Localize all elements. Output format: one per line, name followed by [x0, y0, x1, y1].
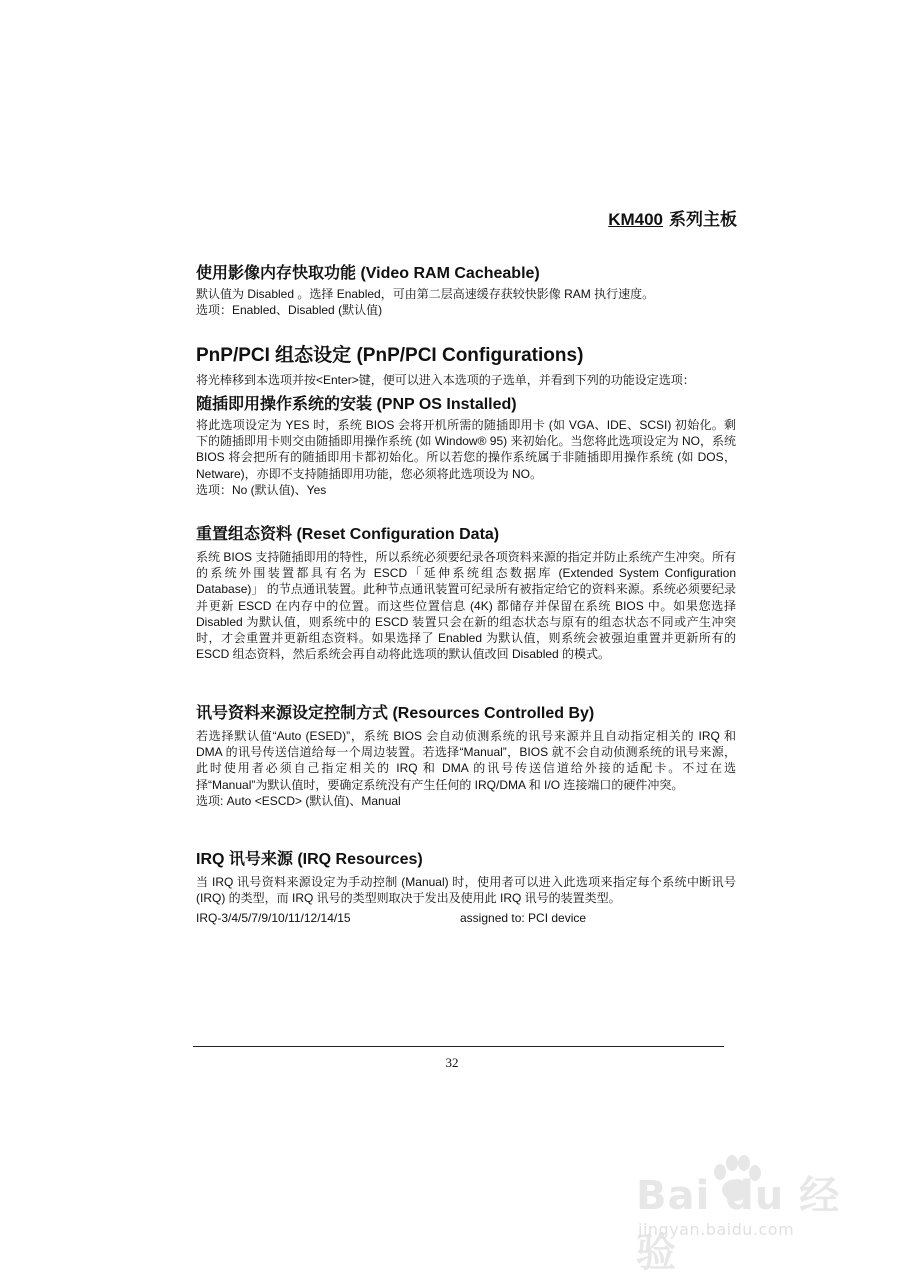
section-irq: [196, 850, 736, 926]
section-reset-config: [196, 525, 736, 662]
video-ram-desc: 默认值为 Disabled 。选择 Enabled，可由第二层高速缓存获较快影像 RAM 执行速度。: [196, 287, 655, 301]
watermark: [636, 1150, 856, 1276]
pnp-os-title: 随插即用操作系统的安装 (PNP OS Installed): [196, 396, 517, 413]
irq-assignment-row: [196, 910, 736, 926]
pnp-os-options: 选项：No (默认值)、Yes: [196, 482, 327, 497]
irq-assigned: assigned to: PCI device: [460, 911, 587, 926]
irq-desc: 当 IRQ 讯号资料来源设定为手动控制 (Manual) 时，使用者可以进入此选项来指定每个系统中断讯号 (IRQ) 的类型，而 IRQ 讯号的类型则取决于发出及使用此 IRQ 讯号的装置类型。: [196, 875, 736, 906]
resources-desc: 若选择默认值“Auto (ESED)”，系统 BIOS 会自动侦测系统的讯号来源并且自动指定相关的 IRQ 和 DMA 的讯号传送信道给每一个周边装置。若选择“Manual”，BIOS 就不会自动侦测系统的讯号来源，此时使用者必须自己指定相关的 IRQ 和 DMA 的讯号传送信道给外接的适配卡。不过在选择“Manual”为默认值时，要确定系统没有产生任何的 IRQ/DMA 和 I/O 连接端口的硬件冲突。: [196, 729, 736, 792]
irq-title: IRQ 讯号来源 (IRQ Resources): [196, 851, 423, 868]
pnp-intro: 将光棒移到本选项并按<Enter>键，便可以进入本选项的子选单，并看到下列的功能设定选项：: [196, 373, 695, 387]
pnp-title: PnP/PCI 组态设定 (PnP/PCI Configurations): [196, 345, 584, 366]
resources-options: 选项: Auto <ESCD> (默认值)、Manual: [196, 793, 401, 808]
header-model: KM400: [608, 210, 663, 229]
page-number: 32: [445, 1055, 459, 1070]
watermark-logo: Bai du 经验: [636, 1173, 841, 1276]
watermark-url: jingyan.baidu.com: [638, 1220, 795, 1239]
section-video-ram: [196, 264, 736, 318]
header-series: 系列主板: [669, 210, 737, 229]
section-resources: [196, 704, 736, 809]
page-header: [608, 205, 737, 230]
video-ram-options: 选项：Enabled、Disabled (默认值): [196, 303, 383, 318]
section-pnp: [196, 344, 736, 388]
reset-config-title: 重置组态资料 (Reset Configuration Data): [196, 526, 500, 543]
resources-title: 讯号资料来源设定控制方式 (Resources Controlled By): [196, 705, 595, 722]
footer-divider: [193, 1046, 724, 1047]
irq-range: IRQ-3/4/5/7/9/10/11/12/14/15: [196, 911, 351, 926]
pnp-os-desc: 将此选项设定为 YES 时，系统 BIOS 会将开机所需的随插即用卡 (如 VGA、IDE、SCSI) 初始化。剩下的随插即用卡则交由随插即用操作系统 (如 Window® 95) 来初始化。当您将此选项设定为 NO，系统 BIOS 将会把所有的随插即用卡都初始化。所以若您的操作系统属于非随插即用操作系统 (如 DOS，Netware)，亦即不支持随插即用功能，您必须将此选项设为 NO。: [196, 418, 736, 481]
section-pnp-os: [196, 395, 736, 498]
reset-config-desc: 系统 BIOS 支持随插即用的特性，所以系统必须要纪录各项资料来源的指定并防止系统产生冲突。所有的系统外围装置都具有名为 ESCD「延伸系统组态数据库 (Extended System Configuration Database)」 的节点通讯装置。此种节点通讯装置可纪录所有被指定给它的资料来源。系统必须要纪录并更新 ESCD 在内存中的位置。而这些位置信息 (4K) 都储存并保留在系统 BIOS 中。如果您选择 Disabled 为默认值，则系统中的 ESCD 装置只会在新的组态状态与原有的组态状态不同或产生冲突时，才会重置并更新组态资料。如果选择了 Enabled 为默认值，则系统会被强迫重置并更新所有的 ESCD 组态资料，然后系统会再自动将此选项的默认值改回 Disabled 的模式。: [196, 550, 736, 662]
video-ram-title: 使用影像内存快取功能 (Video RAM Cacheable): [196, 265, 540, 282]
